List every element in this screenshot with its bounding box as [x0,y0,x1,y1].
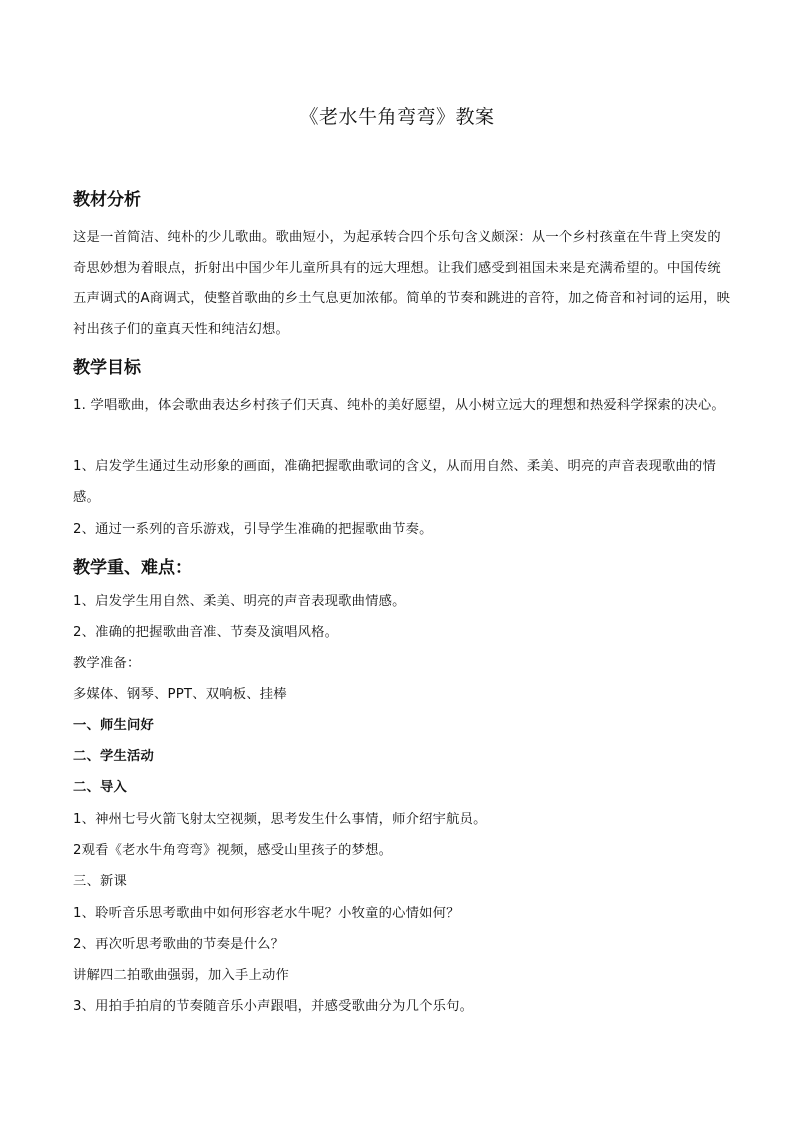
step-item: 3、用拍手拍肩的节奏随音乐小声跟唱，并感受歌曲分为几个乐句。 [73,999,474,1014]
section-heading-keypoints: 教学重、难点： [73,558,192,578]
goal-item: 2、通过一系列的音乐游戏，引导学生准确的把握歌曲节奏。 [73,522,433,537]
step-heading: 二、导入 [73,780,127,795]
prep-label: 教学准备： [73,656,141,671]
prep-content: 多媒体、钢琴、PPT、双响板、挂棒 [73,687,287,702]
section-heading-goals: 教学目标 [73,358,141,378]
goal-item: 1. 学唱歌曲，体会歌曲表达乡村孩子们天真、纯朴的美好愿望，从小树立远大的理想和热爱科学探索的决心。 [73,398,725,413]
step-item: 讲解四二拍歌曲强弱，加入手上动作 [73,968,289,983]
step-item: 2观看《老水牛角弯弯》视频，感受山里孩子的梦想。 [73,843,393,858]
step-item: 1、神州七号火箭飞射太空视频，思考发生什么事情，师介绍宇航员。 [73,812,487,827]
section-heading-analysis: 教材分析 [73,190,141,210]
step-heading: 二、学生活动 [73,749,154,764]
keypoint-item: 1、启发学生用自然、柔美、明亮的声音表现歌曲情感。 [73,594,406,609]
analysis-paragraph: 这是一首简洁、纯朴的少儿歌曲。歌曲短小，为起承转合四个乐句含义颇深：从一个乡村孩童在牛背上突发的奇思妙想为着眼点，折射出中国少年儿童所具有的远大理想。让我们感受到祖国未来是充满希望的。中国传统五声调式的A商调式，使整首歌曲的乡土气息更加浓郁。简单的节奏和跳进的音符，加之倚音和衬词的运用，映衬出孩子们的童真天性和纯洁幻想。 [73,230,731,337]
document-title: 《老水牛角弯弯》教案 [299,106,495,128]
step-item: 2、再次听思考歌曲的节奏是什么？ [73,937,285,952]
goal-item: 1、启发学生通过生动形象的画面，准确把握歌曲歌词的含义，从而用自然、柔美、明亮的声音表现歌曲的情感。 [73,459,717,505]
keypoint-item: 2、准确的把握歌曲音准、节奏及演唱风格。 [73,625,339,640]
step-item: 1、聆听音乐思考歌曲中如何形容老水牛呢？小牧童的心情如何？ [73,906,460,921]
step-heading: 一、师生问好 [73,718,154,733]
step-heading: 三、新课 [73,874,127,889]
